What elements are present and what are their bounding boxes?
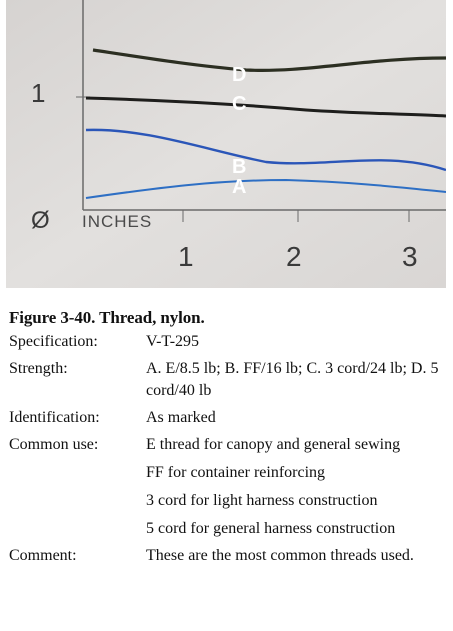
figure-caption: Figure 3-40. Thread, nylon. xyxy=(9,308,205,327)
photo-background xyxy=(6,0,446,288)
spec-row-strength xyxy=(9,358,449,402)
strength-label: Strength: xyxy=(9,360,68,377)
identification-value: As marked xyxy=(146,409,216,426)
spec-row-specification xyxy=(9,331,449,353)
spec-label: Specification: xyxy=(9,333,98,350)
common-use-list xyxy=(146,434,449,545)
common-use-item: FF for container reinforcing xyxy=(146,464,326,481)
thread-label-a: A xyxy=(232,176,247,198)
common-use-item: 5 cord for general harness construction xyxy=(146,520,396,537)
common-use-item: 3 cord for light harness construction xyxy=(146,492,378,509)
comment-value: These are the most common threads used. xyxy=(146,547,414,564)
thread-label-c: C xyxy=(232,93,247,115)
strength-value: A. E/8.5 lb; B. FF/16 lb; C. 3 cord/24 lb; D. 5 cord/40 lb xyxy=(146,360,439,399)
thread-photo xyxy=(6,0,446,288)
common-use-item: E thread for canopy and general sewing xyxy=(146,436,401,453)
ruler-mark-left-1: 1 xyxy=(31,78,46,108)
ruler-mark-zero: Ø xyxy=(31,207,50,234)
thread-label-b: B xyxy=(232,156,247,178)
common-use-label: Common use: xyxy=(9,436,99,453)
spec-row-comment xyxy=(9,545,449,567)
spec-value: V-T-295 xyxy=(146,333,200,350)
spec-row-common-use xyxy=(9,434,449,545)
identification-label: Identification: xyxy=(9,409,100,426)
ruler-mark-bottom-2: 2 xyxy=(286,241,302,272)
thread-label-d: D xyxy=(232,64,247,86)
ruler-unit-label: INCHES xyxy=(82,212,153,231)
spec-row-identification xyxy=(9,407,449,429)
ruler-mark-bottom-1: 1 xyxy=(178,241,194,272)
comment-label: Comment: xyxy=(9,547,77,564)
ruler-mark-bottom-3: 3 xyxy=(402,241,418,272)
spec-table xyxy=(9,331,449,567)
